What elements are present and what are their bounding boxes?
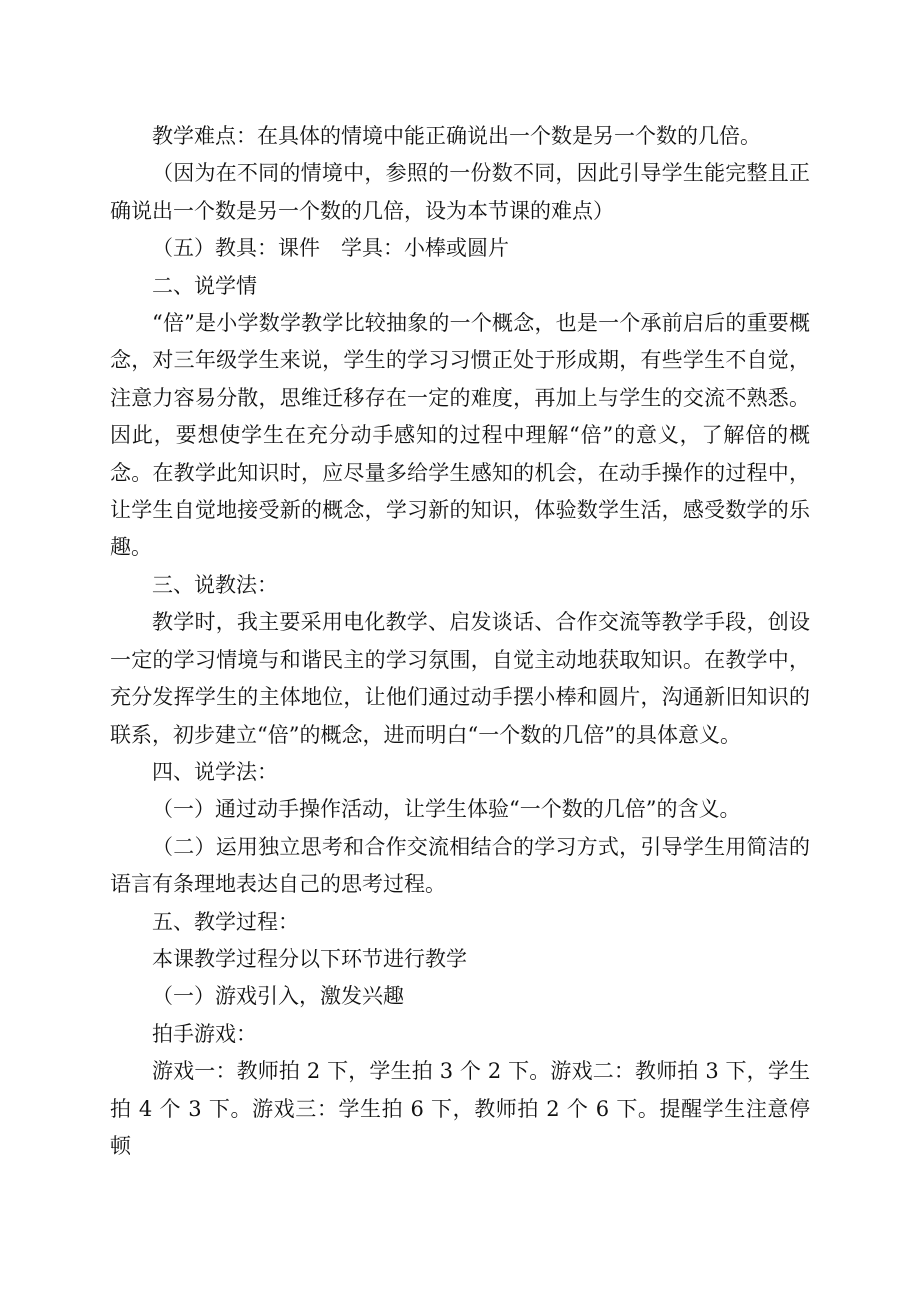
paragraph-clapping-games: 游戏一：教师拍 2 下，学生拍 3 个 2 下。游戏二：教师拍 3 下，学生拍 4 个 3 下。游戏三：学生拍 6 下，教师拍 2 个 6 下。提醒学生注意停顿 [110,1059,810,1158]
heading-teaching-method: 三、说教法： [152,572,278,597]
paragraph-teaching-difficulty: 教学难点：在具体的情境中能正确说出一个数是另一个数的几倍。 [152,124,761,148]
heading-game-intro: （一）游戏引入，激发兴趣 [152,984,404,1009]
paragraph-process-intro: 本课教学过程分以下环节进行教学 [152,946,467,971]
paragraph-learning-method-2: （二）运用独立思考和合作交流相结合的学习方式，引导学生用简洁的语言有条理地表达自己的思考过程。 [110,834,810,897]
heading-learning-method: 四、说学法： [152,759,278,784]
paragraph-teaching-aids: （五）教具：课件 学具：小棒或圆片 [152,236,509,261]
paragraph-teaching-method: 教学时，我主要采用电化教学、启发谈话、合作交流等教学手段，创设一定的学习情境与和谐民主的学习氛围，自觉主动地获取知识。在教学中，充分发挥学生的主体地位，让他们通过动手摆小棒和圆片，沟通新旧知识的联系，初步建立“倍”的概念，进而明白“一个数的几倍”的具体意义。 [110,610,810,747]
paragraph-difficulty-reason: （因为在不同的情境中，参照的一份数不同，因此引导学生能完整且正确说出一个数是另一个数的几倍，设为本节课的难点） [110,161,810,223]
paragraph-student-situation: “倍”是小学数学教学比较抽象的一个概念，也是一个承前启后的重要概念，对三年级学生来说，学生的学习习惯正处于形成期，有些学生不自觉，注意力容易分散，思维迁移存在一定的难度，再加上与学生的交流不熟悉。因此，要想使学生在充分动手感知的过程中理解“倍”的意义，了解倍的概念。在教学此知识时，应尽量多给学生感知的机会，在动手操作的过程中，让学生自觉地接受新的概念，学习新的知识，体验数学生活，感受数学的乐趣。 [110,311,810,560]
heading-clapping-game: 拍手游戏： [152,1021,257,1046]
document-body [110,118,810,1165]
heading-student-situation: 二、说学情 [152,273,257,298]
heading-teaching-process: 五、教学过程： [152,909,299,934]
paragraph-learning-method-1: （一）通过动手操作活动，让学生体验“一个数的几倍”的含义。 [152,797,741,822]
